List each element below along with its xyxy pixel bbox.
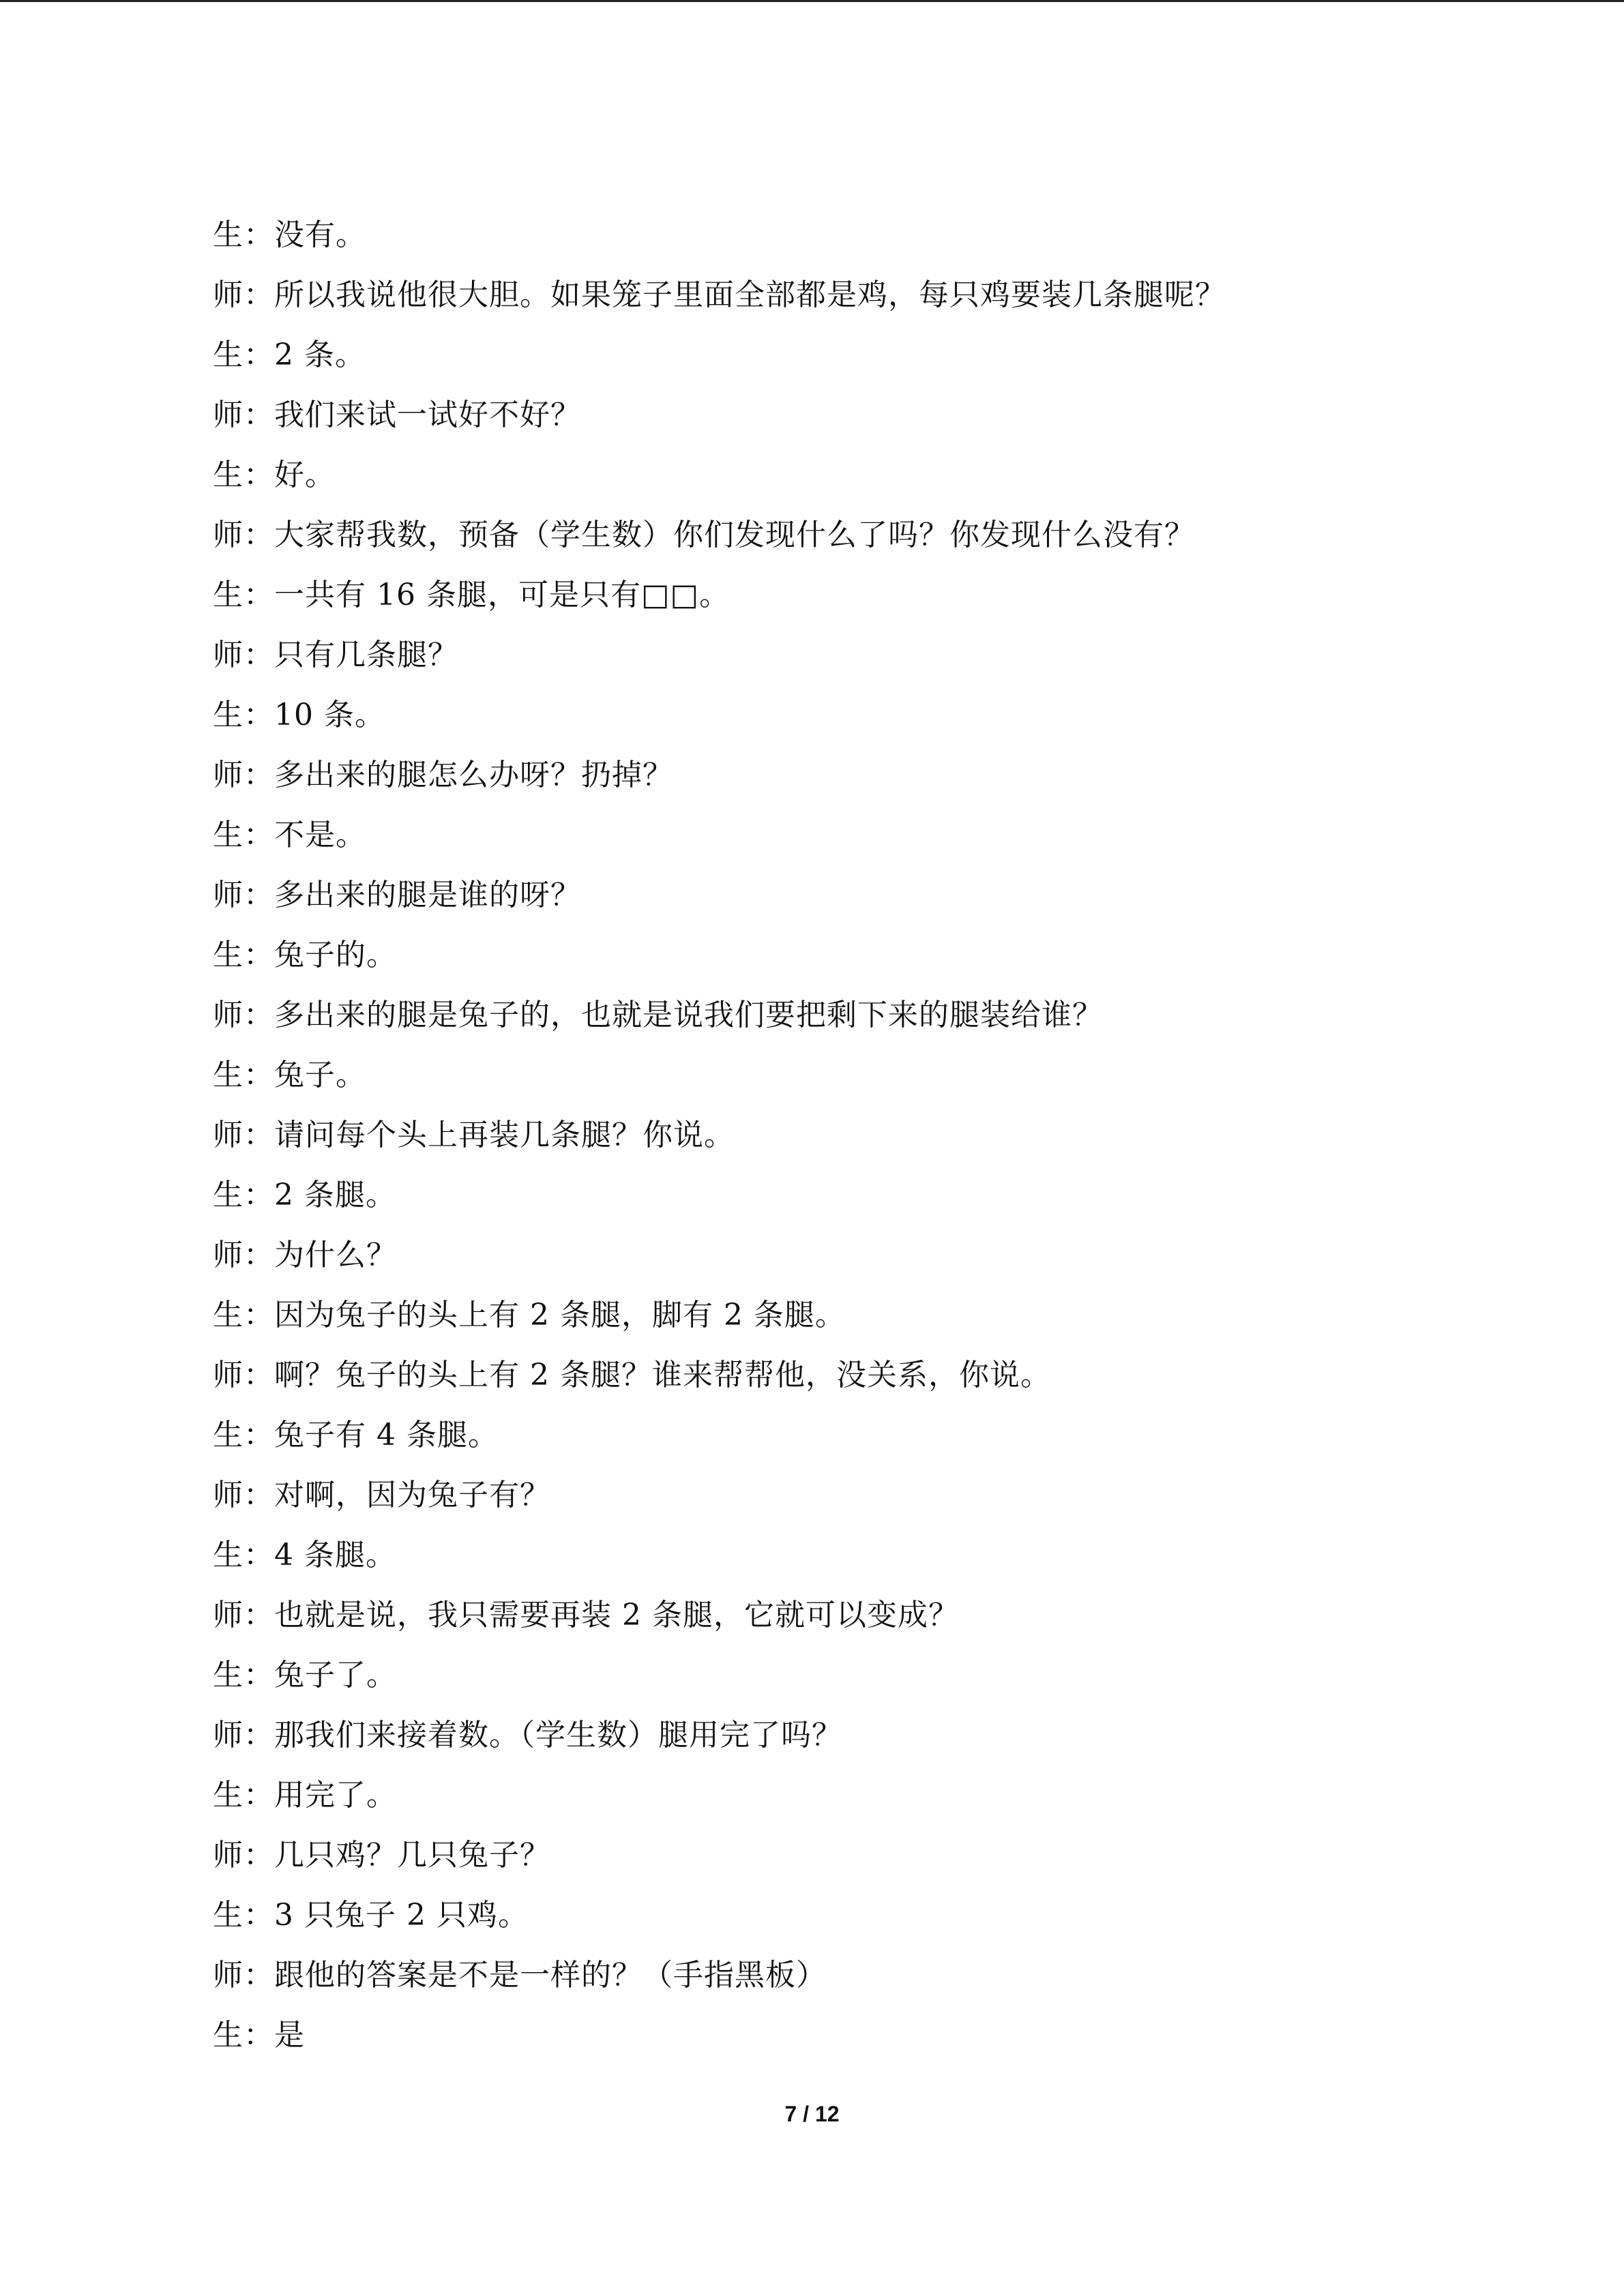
utterance-text: 那我们来接着数。（学生数）腿用完了吗？: [274, 1718, 842, 1753]
speaker-label: 师：: [213, 638, 274, 672]
dialogue-line: [213, 811, 1441, 871]
utterance-text: 多出来的腿是谁的呀？: [274, 878, 581, 912]
dialogue-line: [213, 451, 1441, 511]
utterance-text: 也就是说，我只需要再装 2 条腿，它就可以变成？: [274, 1598, 959, 1632]
dialogue-line: [213, 631, 1441, 691]
utterance-text: 不是。: [274, 818, 366, 852]
utterance-text: 请问每个头上再装几条腿？你说。: [274, 1118, 735, 1152]
utterance-text: 因为兔子的头上有 2 条腿，脚有 2 条腿。: [274, 1298, 846, 1332]
dialogue-line: [213, 1112, 1441, 1172]
speaker-label: 生：: [213, 1058, 274, 1092]
speaker-label: 生：: [213, 578, 274, 612]
utterance-text: 多出来的腿怎么办呀？扔掉？: [274, 758, 673, 792]
dialogue-line: [213, 1352, 1441, 1412]
utterance-text: 4 条腿。: [274, 1538, 396, 1572]
utterance-text: 2 条。: [274, 338, 366, 372]
dialogue-line: [213, 211, 1441, 271]
utterance-text: 只有几条腿？: [274, 638, 458, 672]
dialogue-line: [213, 571, 1441, 631]
dialogue-line: [213, 1592, 1441, 1652]
dialogue-line: [213, 1952, 1441, 2012]
page-number: 7 / 12: [784, 2102, 840, 2126]
speaker-label: 师：: [213, 1598, 274, 1632]
utterance-text: 几只鸡？几只兔子？: [274, 1838, 550, 1873]
dialogue-line: [213, 2012, 1441, 2072]
speaker-label: 师：: [213, 1238, 274, 1272]
speaker-label: 师：: [213, 878, 274, 912]
page-top-border: [0, 0, 1624, 2]
speaker-label: 生：: [213, 1538, 274, 1572]
utterance-text: 是: [274, 2018, 305, 2053]
speaker-label: 生：: [213, 938, 274, 972]
utterance-text: 多出来的腿是兔子的，也就是说我们要把剩下来的腿装给谁？: [274, 998, 1103, 1032]
speaker-label: 生：: [213, 1418, 274, 1452]
utterance-text: 2 条腿。: [274, 1178, 396, 1212]
speaker-label: 师：: [213, 1478, 274, 1512]
utterance-text: 一共有 16 条腿，可是只有□□。: [274, 578, 730, 612]
speaker-label: 生：: [213, 2018, 274, 2053]
speaker-label: 生：: [213, 698, 274, 732]
utterance-text: 兔子有 4 条腿。: [274, 1418, 499, 1452]
dialogue-line: [213, 1472, 1441, 1532]
utterance-text: 兔子的。: [274, 938, 397, 972]
utterance-text: 我们来试一试好不好？: [274, 398, 581, 432]
dialogue-line: [213, 1772, 1441, 1832]
speaker-label: 师：: [213, 278, 274, 312]
dialogue-line: [213, 1892, 1441, 1952]
dialogue-line: [213, 931, 1441, 992]
utterance-text: 啊？兔子的头上有 2 条腿？谁来帮帮他，没关系，你说。: [274, 1358, 1051, 1392]
dialogue-line: [213, 751, 1441, 811]
dialogue-line: [213, 331, 1441, 391]
speaker-label: 师：: [213, 998, 274, 1032]
dialogue-line: [213, 1052, 1441, 1112]
dialogue-line: [213, 271, 1441, 331]
speaker-label: 师：: [213, 1718, 274, 1753]
dialogue-line: [213, 1712, 1441, 1772]
dialogue-line: [213, 391, 1441, 451]
utterance-text: 跟他的答案是不是一样的？（手指黑板）: [274, 1958, 827, 1993]
dialogue-line: [213, 992, 1441, 1052]
utterance-text: 好。: [274, 458, 336, 492]
speaker-label: 生：: [213, 338, 274, 372]
dialogue-line: [213, 1292, 1441, 1352]
speaker-label: 师：: [213, 1118, 274, 1152]
dialogue-line: [213, 511, 1441, 571]
utterance-text: 为什么？: [274, 1238, 397, 1272]
speaker-label: 生：: [213, 218, 274, 252]
dialogue-transcript: [213, 211, 1441, 2072]
dialogue-line: [213, 1532, 1441, 1592]
dialogue-line: [213, 691, 1441, 751]
utterance-text: 3 只兔子 2 只鸡。: [274, 1898, 529, 1933]
dialogue-line: [213, 1832, 1441, 1892]
utterance-text: 兔子。: [274, 1058, 366, 1092]
dialogue-line: [213, 1652, 1441, 1712]
speaker-label: 生：: [213, 1898, 274, 1933]
utterance-text: 用完了。: [274, 1778, 397, 1813]
speaker-label: 师：: [213, 758, 274, 792]
speaker-label: 师：: [213, 1358, 274, 1392]
dialogue-line: [213, 1412, 1441, 1472]
speaker-label: 师：: [213, 1838, 274, 1873]
speaker-label: 生：: [213, 1778, 274, 1813]
utterance-text: 兔子了。: [274, 1658, 397, 1693]
speaker-label: 师：: [213, 398, 274, 432]
speaker-label: 生：: [213, 1298, 274, 1332]
speaker-label: 生：: [213, 458, 274, 492]
utterance-text: 没有。: [274, 218, 366, 252]
utterance-text: 对啊，因为兔子有？: [274, 1478, 550, 1512]
speaker-label: 生：: [213, 1178, 274, 1212]
speaker-label: 师：: [213, 518, 274, 552]
dialogue-line: [213, 1232, 1441, 1292]
utterance-text: 所以我说他很大胆。如果笼子里面全部都是鸡，每只鸡要装几条腿呢？: [274, 278, 1226, 312]
utterance-text: 大家帮我数，预备（学生数）你们发现什么了吗？你发现什么没有？: [274, 518, 1195, 552]
speaker-label: 师：: [213, 1958, 274, 1993]
speaker-label: 生：: [213, 1658, 274, 1693]
dialogue-line: [213, 1172, 1441, 1232]
dialogue-line: [213, 871, 1441, 931]
utterance-text: 10 条。: [274, 698, 385, 732]
speaker-label: 生：: [213, 818, 274, 852]
